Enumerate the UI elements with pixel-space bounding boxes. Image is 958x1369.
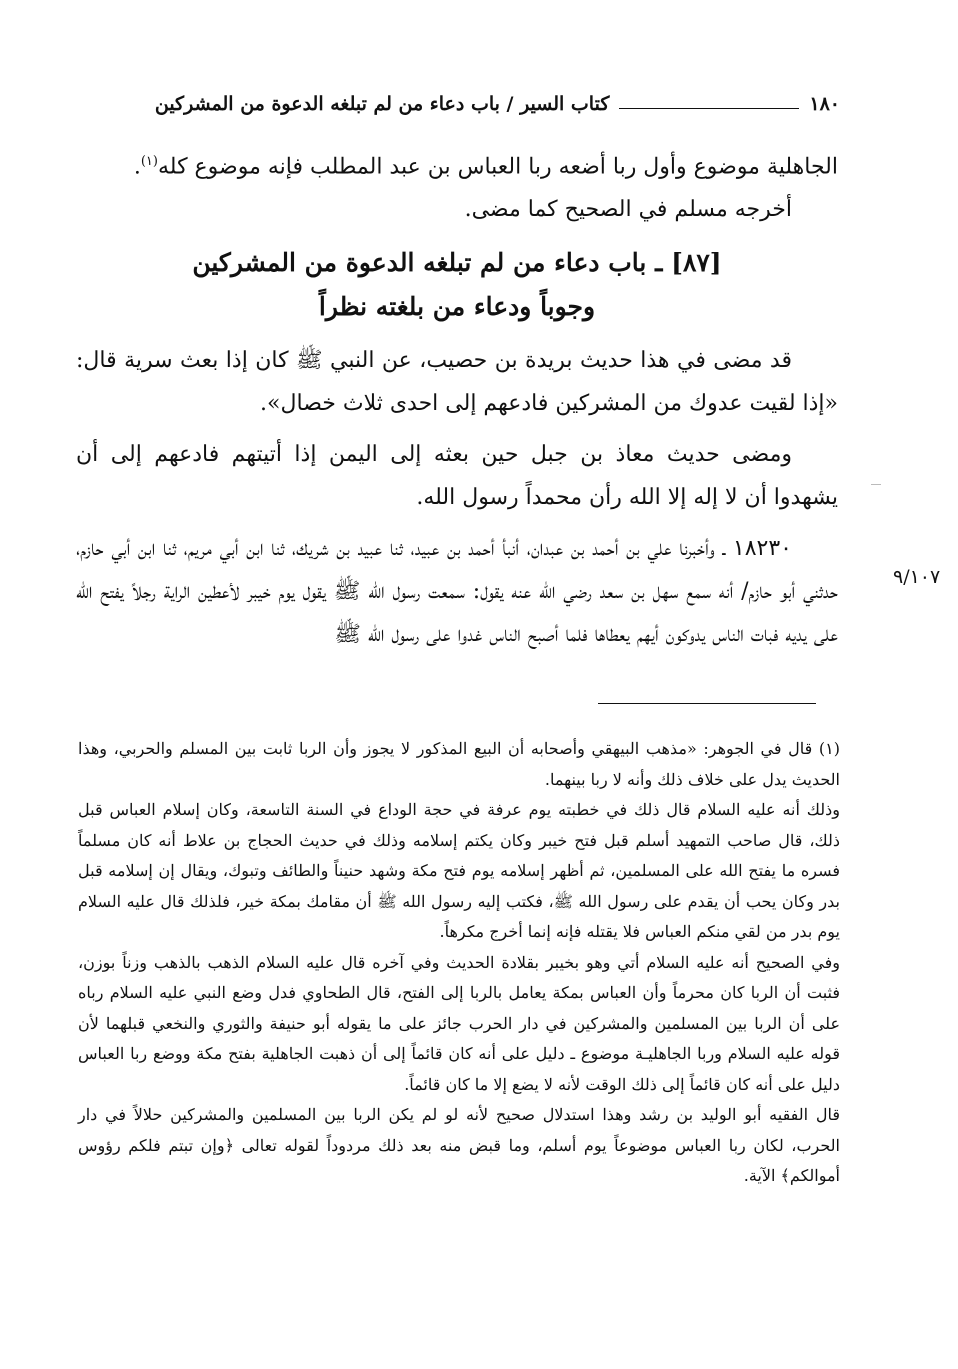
page-number: ١٨٠ (809, 93, 840, 115)
chapter-heading (76, 241, 838, 329)
body-line-1-text: الجاهلية موضوع وأول ربا أضعه ربا العباس بن عبد المطلب فإنه موضوع كله (157, 154, 838, 180)
footnote-1-part-3: وفي الصحيح أنه عليه السلام أتي وهو بخيبر بقلادة الحديث وفي آخره قال عليه السلام الذهب بالذهب وزناً بوزن، فثبت أن الربا كان محرماً وأن العباس بمكة يعامل بالربا إلى الفتح، قال الطحاوي فدل وضع النبي عليه السلام رباه على أن الربا بين المسلمين والمشركين في دار الحرب جائز على ما يقوله أبو حنيفة والثوري والنخعي قبلهما لأن قوله عليه السلام وربا الجاهليـة موضوع ـ دليل على أنه كان قائماً إلى أن ذهبت الجاهلية بفتح مكة ووضع ربا العباس دليل على أنه كان قائماً إلى ذلك الوقت لأنه لا يضع إلا ما كان قائماً. (78, 952, 840, 1094)
footnotes (78, 734, 840, 1192)
body-line-1-end: . (133, 154, 141, 180)
header-title: كتاب السير / باب دعاء من لم تبلغه الدعوة من المشركين (154, 93, 610, 115)
chapter-heading-line-2: وجوباً ودعاء من بلغته نظراً (318, 292, 596, 322)
footnote-1-part-2: وذلك أنه عليه السلام قال ذلك في خطبته يوم عرفة في حجة الوداع في السنة التاسعة، وكان إسلام العباس قبل ذلك، قال صاحب التمهيد أسلم قبل فتح خيبر وكان يكتم إسلامه وذلك في حديث الحجاج بن علاط أنه كان مسلماً فسره ما يفتح الله على المسلمين، ثم أظهر إسلامه يوم فتح مكة وشهد حنيناً والطائف وتبوك، ويقال إن إسلامه قبل بدر وكان يحب أن يقدم على رسول الله ﷺ، فكتب إليه رسول الله ﷺ أن مقامك بمكة خير، فلذلك قال عليه السلام يوم بدر من لقي منكم العباس فلا يقتله فإنه إنما أخرج مكرهاً. (78, 800, 841, 941)
footnote-reference-1[interactable]: (١) (140, 154, 158, 169)
paragraph-2: ومضى حديث معاذ بن جبل حين بعثه إلى اليمن إذا أتيتهم فادعهم إلى أن يشهدوا أن لا إله إلا الله رأن محمداً رسول الله. (76, 442, 838, 511)
running-header (78, 84, 840, 124)
footnote-1-part-4: قال الفقيه أبو الوليد بن رشد وهذا استدلال صحيح لأنه لو لم يكن الربا بين المسلمين والمشركين حلالاً في دار الحرب، لكان ربا العباس موضوعاً يوم أسلم، وما قبض منه بعد ذلك مردوداً لقوله تعالى ﴿وإن تبتم فلكم رؤوس أموالكم﴾ الآية. (78, 1105, 841, 1185)
paragraph-3: ١٨٢٣٠ ـ وأخبرنا علي بن أحمد بن عبدان، أنبأ أحمد بن عبيد، ثنا عبيد بن شريك، ثنا ابن أبي مريم، ثنا ابن أبي حازم، حدثني أبو حازم/ أنه سمع سهل بن سعد رضي الله عنه يقول: سمعت رسول الله ﷺ يقول يوم خيبر لأعطين الراية رجلاً يفتح الله على يديه فبات الناس يدوكون أيهم يعطاها فلما أصبح الناس غدوا على رسول الله ﷺ (76, 536, 838, 648)
header-rule (619, 108, 799, 109)
footnote-rule (598, 703, 816, 704)
chapter-heading-line-1: [٨٧] ـ باب دعاء من لم تبلغه الدعوة من المشركين (192, 248, 722, 278)
main-text (76, 140, 838, 656)
stray-mark (871, 484, 881, 485)
footnote-1-part-1: (١) قال في الجوهر: «مذهب البيهقي وأصحابه أن البيع المذكور لا يجوز وأن الربا ثابت بين المسلم والحربي، وهذا الحديث يدل على خلاف ذلك وأنه لا ربا بينهما. (78, 739, 840, 789)
margin-reference: ٩/١٠٧ (893, 566, 941, 588)
paragraph-1: قد مضى في هذا حديث بريدة بن حصيب، عن النبي ﷺ كان إذا بعث سرية قال: «إذا لقيت عدوك من المشركين فادعهم إلى احدى ثلاث خصال». (76, 348, 838, 417)
body-line-2: أخرجه مسلم في الصحيح كما مضى. (464, 197, 792, 223)
body-line-1 (76, 140, 838, 188)
